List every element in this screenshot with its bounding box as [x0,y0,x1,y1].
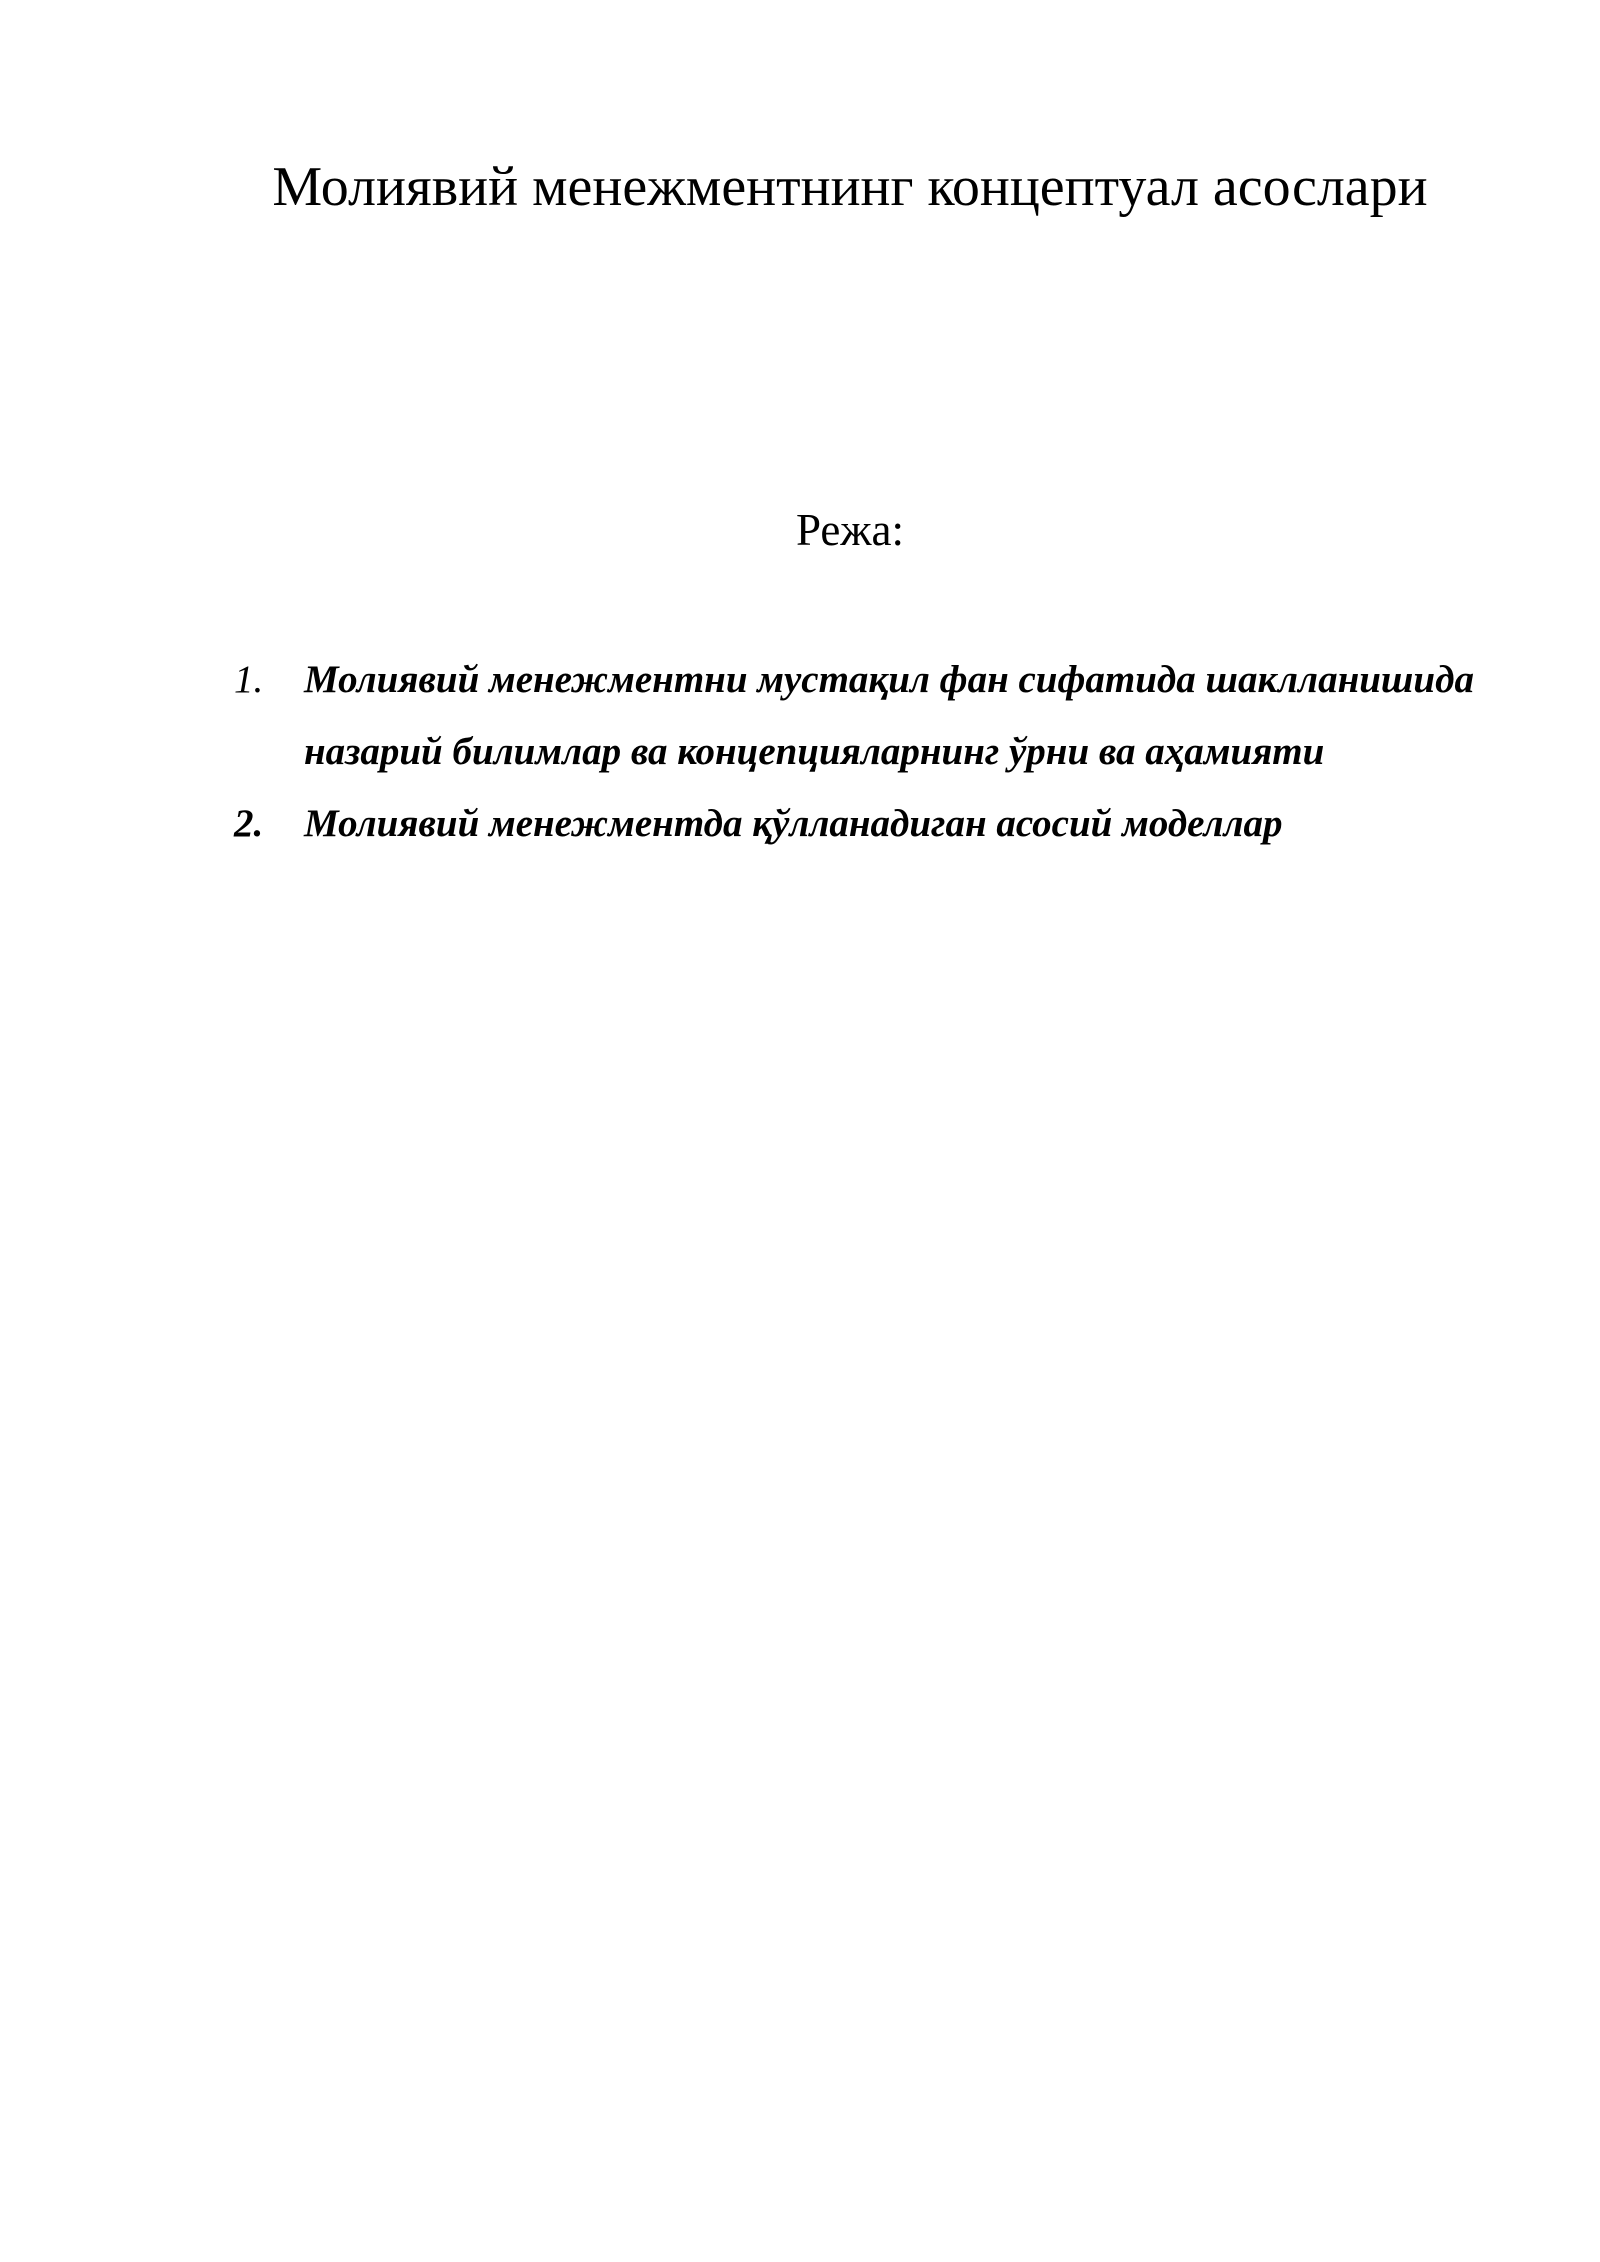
plan-item-number: 1. [234,658,264,701]
plan-heading: Режа: [796,505,904,555]
plan-item-text: Молиявий менежментда қўлланадиган асосий моделлар [304,802,1283,845]
plan-item-text: Молиявий менежментни мустақил фан сифатида шаклланишида назарий билимлар ва концепцияларнинг ўрни ва аҳамияти [304,658,1474,773]
plan-item [234,644,1474,788]
document-title: Молиявий менежментнинг концептуал асослари [272,156,1428,218]
plan-item [234,788,1474,860]
plan-item-number: 2. [234,802,264,845]
plan-list [234,644,1474,860]
